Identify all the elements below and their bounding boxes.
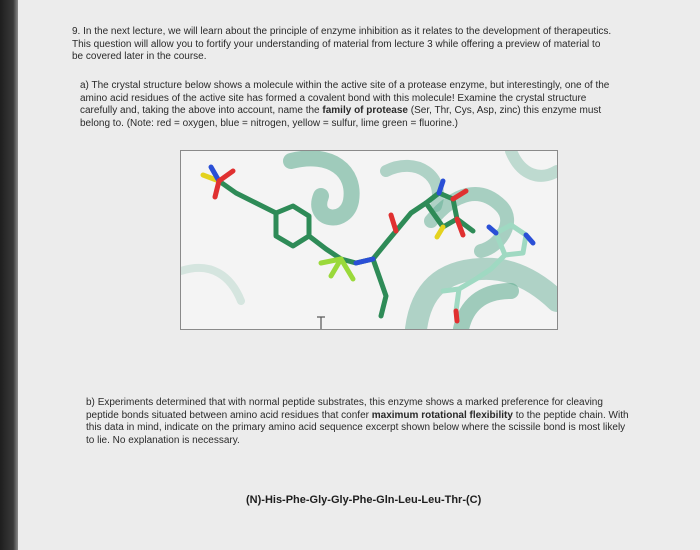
part-a-label: a) <box>80 80 89 91</box>
part-a-text-2: (Ser, Thr, Cys, Asp, zinc) this enzyme must belong to. (Note: red = oxygen, blue = nitrogen, yellow = sulfur, lime green = fluorine.) <box>80 105 602 129</box>
part-b-text-1: Experiments determined that with normal peptide substrates, this enzyme shows a marked preference for cleaving peptide bonds situated between amino acid residues that confer <box>86 397 603 421</box>
part-b-bold: maximum rotational flexibility <box>371 409 513 421</box>
question-intro <box>72 26 612 64</box>
scale-mark <box>317 317 325 329</box>
worksheet-page <box>18 0 700 550</box>
question-number: 9. <box>72 26 81 37</box>
crystal-structure-figure <box>180 150 558 330</box>
crystal-structure-image <box>181 151 557 329</box>
part-a-text-1: The crystal structure below shows a molecule within the active site of a protease enzyme, but interestingly, one of the amino acid residues of the active site has formed a covalent bond with this molecule! Examine the crystal structure carefully and, taking the above into account, name the <box>80 80 610 116</box>
amino-acid-sequence <box>246 494 546 506</box>
part-b-text-2: to the peptide chain. With this data in mind, indicate on the primary amino acid sequence excerpt shown below where the scissile bond is most likely to lie. No explanation is necessary. <box>86 409 629 446</box>
sequence-n-terminus: (N) <box>246 494 262 506</box>
part-a-bold: family of protease <box>322 105 408 116</box>
part-b-label: b) <box>86 397 95 408</box>
sequence-c-terminus: (C) <box>466 494 482 506</box>
question-intro-text: In the next lecture, we will learn about the principle of enzyme inhibition as it relates to the development of therapeutics. This question will allow you to fortify your understanding of material from lecture 3 while offering a preview of material to be covered later in the course. <box>72 26 612 62</box>
sequence-residues: -His-Phe-Gly-Gly-Phe-Gln-Leu-Leu-Thr- <box>261 494 467 506</box>
part-b <box>86 397 631 447</box>
part-a <box>80 80 620 130</box>
